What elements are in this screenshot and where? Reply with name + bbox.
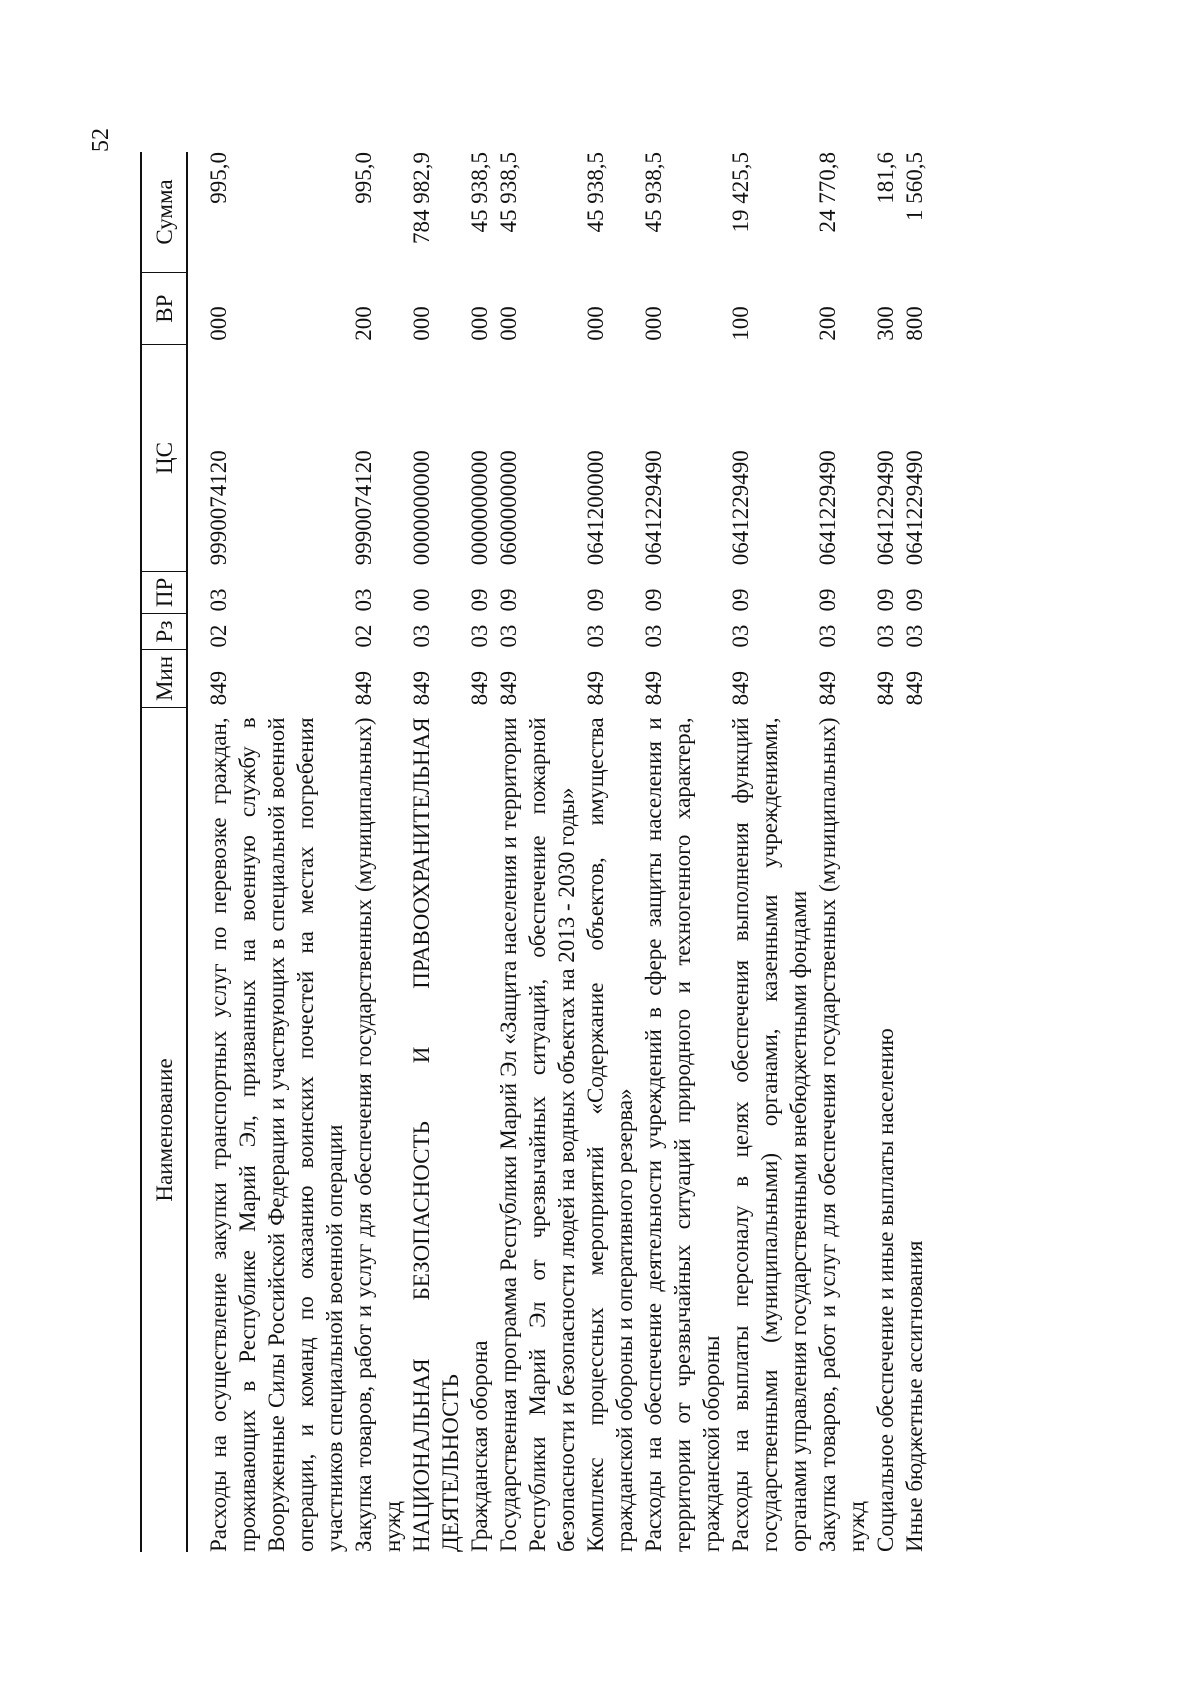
row-rz: 03 [409, 624, 434, 648]
row-sum: 995,0 [206, 152, 231, 204]
header-sum: Сумма [141, 152, 187, 273]
header-name: Наименование [141, 707, 187, 1552]
row-sum: 19 425,5 [728, 152, 753, 233]
row-rz: 03 [467, 624, 492, 648]
row-name: Социальное обеспечение и иные выплаты населению [873, 1028, 898, 1552]
row-min: 849 [815, 670, 840, 706]
row-cs: 0641229490 [728, 450, 753, 566]
row-pr: 09 [496, 588, 521, 612]
table-row [407, 152, 465, 1552]
row-cs: 0641229490 [902, 450, 927, 566]
row-pr: 03 [206, 588, 231, 612]
row-rz: 03 [728, 624, 753, 648]
row-sum: 45 938,5 [583, 152, 608, 233]
row-min: 849 [728, 670, 753, 706]
row-cs: 0641229490 [815, 450, 840, 566]
row-name: Расходы на выплаты персоналу в целях обеспечения выполнения функций государственными (муниципальными) органами, казенными учреждениями, органами управления государственными внебюджетными фондами [728, 717, 811, 1552]
row-min: 849 [641, 670, 666, 706]
row-pr: 09 [728, 588, 753, 612]
row-cs: 0641200000 [583, 450, 608, 566]
row-pr: 09 [641, 588, 666, 612]
row-pr: 09 [467, 588, 492, 612]
row-rz: 03 [902, 624, 927, 648]
row-rz: 03 [641, 624, 666, 648]
table-row [639, 152, 726, 1552]
row-vr: 200 [351, 306, 376, 341]
row-vr: 100 [728, 306, 753, 341]
table-row [900, 152, 929, 1552]
row-min: 849 [583, 670, 608, 706]
row-vr: 000 [206, 306, 231, 341]
row-name: Иные бюджетные ассигнования [902, 1240, 927, 1552]
row-name: Комплекс процессных мероприятий «Содержание объектов, имущества гражданской обороны и оперативного резерва» [583, 717, 637, 1552]
table-row [494, 152, 581, 1552]
row-sum: 45 938,5 [496, 152, 521, 233]
row-name: Государственная программа Республики Марий Эл «Защита населения и территории Республики Марий Эл от чрезвычайных ситуаций, обеспечение пожарной безопасности и безопасности людей на водных объектах на 2013 - 2030 годы» [496, 717, 579, 1552]
row-rz: 02 [351, 624, 376, 648]
table-row [871, 152, 900, 1552]
row-vr: 200 [815, 306, 840, 341]
table-row [349, 152, 407, 1552]
row-sum: 995,0 [351, 152, 376, 204]
row-vr: 800 [902, 306, 927, 341]
row-min: 849 [206, 670, 231, 706]
row-pr: 09 [583, 588, 608, 612]
row-cs: 0641229490 [873, 450, 898, 566]
header-cs: ЦС [141, 345, 187, 572]
row-name: Расходы на осуществление закупки транспортных услуг по перевозке граждан, проживающих в Республике Марий Эл, призванных на военную службу в Вооруженные Силы Российской Федерации и участвующих в специальной военной операции, и команд по оказанию воинских почестей на местах погребения участников специальной военной операции [206, 717, 347, 1552]
table-row [187, 152, 349, 1552]
table-body [187, 152, 929, 1552]
row-cs: 0000000000 [467, 450, 492, 566]
row-pr: 09 [815, 588, 840, 612]
row-vr: 000 [409, 306, 434, 341]
row-cs: 0600000000 [496, 450, 521, 566]
table-row [465, 152, 494, 1552]
row-pr: 00 [409, 588, 434, 612]
row-rz: 03 [496, 624, 521, 648]
row-cs: 9990074120 [206, 450, 231, 566]
row-sum: 45 938,5 [641, 152, 666, 233]
row-vr: 000 [467, 306, 492, 341]
row-sum: 24 770,8 [815, 152, 840, 233]
row-min: 849 [873, 670, 898, 706]
row-rz: 03 [583, 624, 608, 648]
row-vr: 000 [641, 306, 666, 341]
table-row [581, 152, 639, 1552]
row-name: Расходы на обеспечение деятельности учреждений в сфере защиты населения и территории от чрезвычайных ситуаций природного и техногенного характера, гражданской обороны [641, 717, 724, 1552]
row-sum: 1 560,5 [902, 152, 927, 221]
row-cs: 0000000000 [409, 450, 434, 566]
row-sum: 784 982,9 [409, 152, 434, 244]
table-header [141, 152, 187, 1552]
row-name: Закупка товаров, работ и услуг для обеспечения государственных (муниципальных) нужд [351, 717, 405, 1552]
row-min: 849 [409, 670, 434, 706]
row-name: Закупка товаров, работ и услуг для обеспечения государственных (муниципальных) нужд [815, 717, 869, 1552]
row-rz: 02 [206, 624, 231, 648]
row-pr: 03 [351, 588, 376, 612]
budget-table [140, 152, 929, 1552]
header-rz: Рз [141, 613, 187, 649]
header-row [141, 152, 187, 1552]
page-number: 52 [88, 128, 114, 152]
row-pr: 09 [902, 588, 927, 612]
row-pr: 09 [873, 588, 898, 612]
row-sum: 45 938,5 [467, 152, 492, 233]
row-vr: 000 [583, 306, 608, 341]
header-min: Мин [141, 650, 187, 708]
row-sum: 181,6 [873, 152, 898, 204]
row-name: НАЦИОНАЛЬНАЯ БЕЗОПАСНОСТЬ И ПРАВООХРАНИТЕЛЬНАЯ ДЕЯТЕЛЬНОСТЬ [409, 717, 463, 1552]
row-name: Гражданская оборона [467, 1340, 492, 1552]
table-row [726, 152, 813, 1552]
row-min: 849 [351, 670, 376, 706]
table-row [813, 152, 871, 1552]
header-vr: ВР [141, 273, 187, 345]
row-rz: 03 [873, 624, 898, 648]
row-min: 849 [902, 670, 927, 706]
row-cs: 0641229490 [641, 450, 666, 566]
row-cs: 9990074120 [351, 450, 376, 566]
row-vr: 000 [496, 306, 521, 341]
header-pr: ПР [141, 571, 187, 613]
row-rz: 03 [815, 624, 840, 648]
row-vr: 300 [873, 306, 898, 341]
row-min: 849 [496, 670, 521, 706]
row-min: 849 [467, 670, 492, 706]
